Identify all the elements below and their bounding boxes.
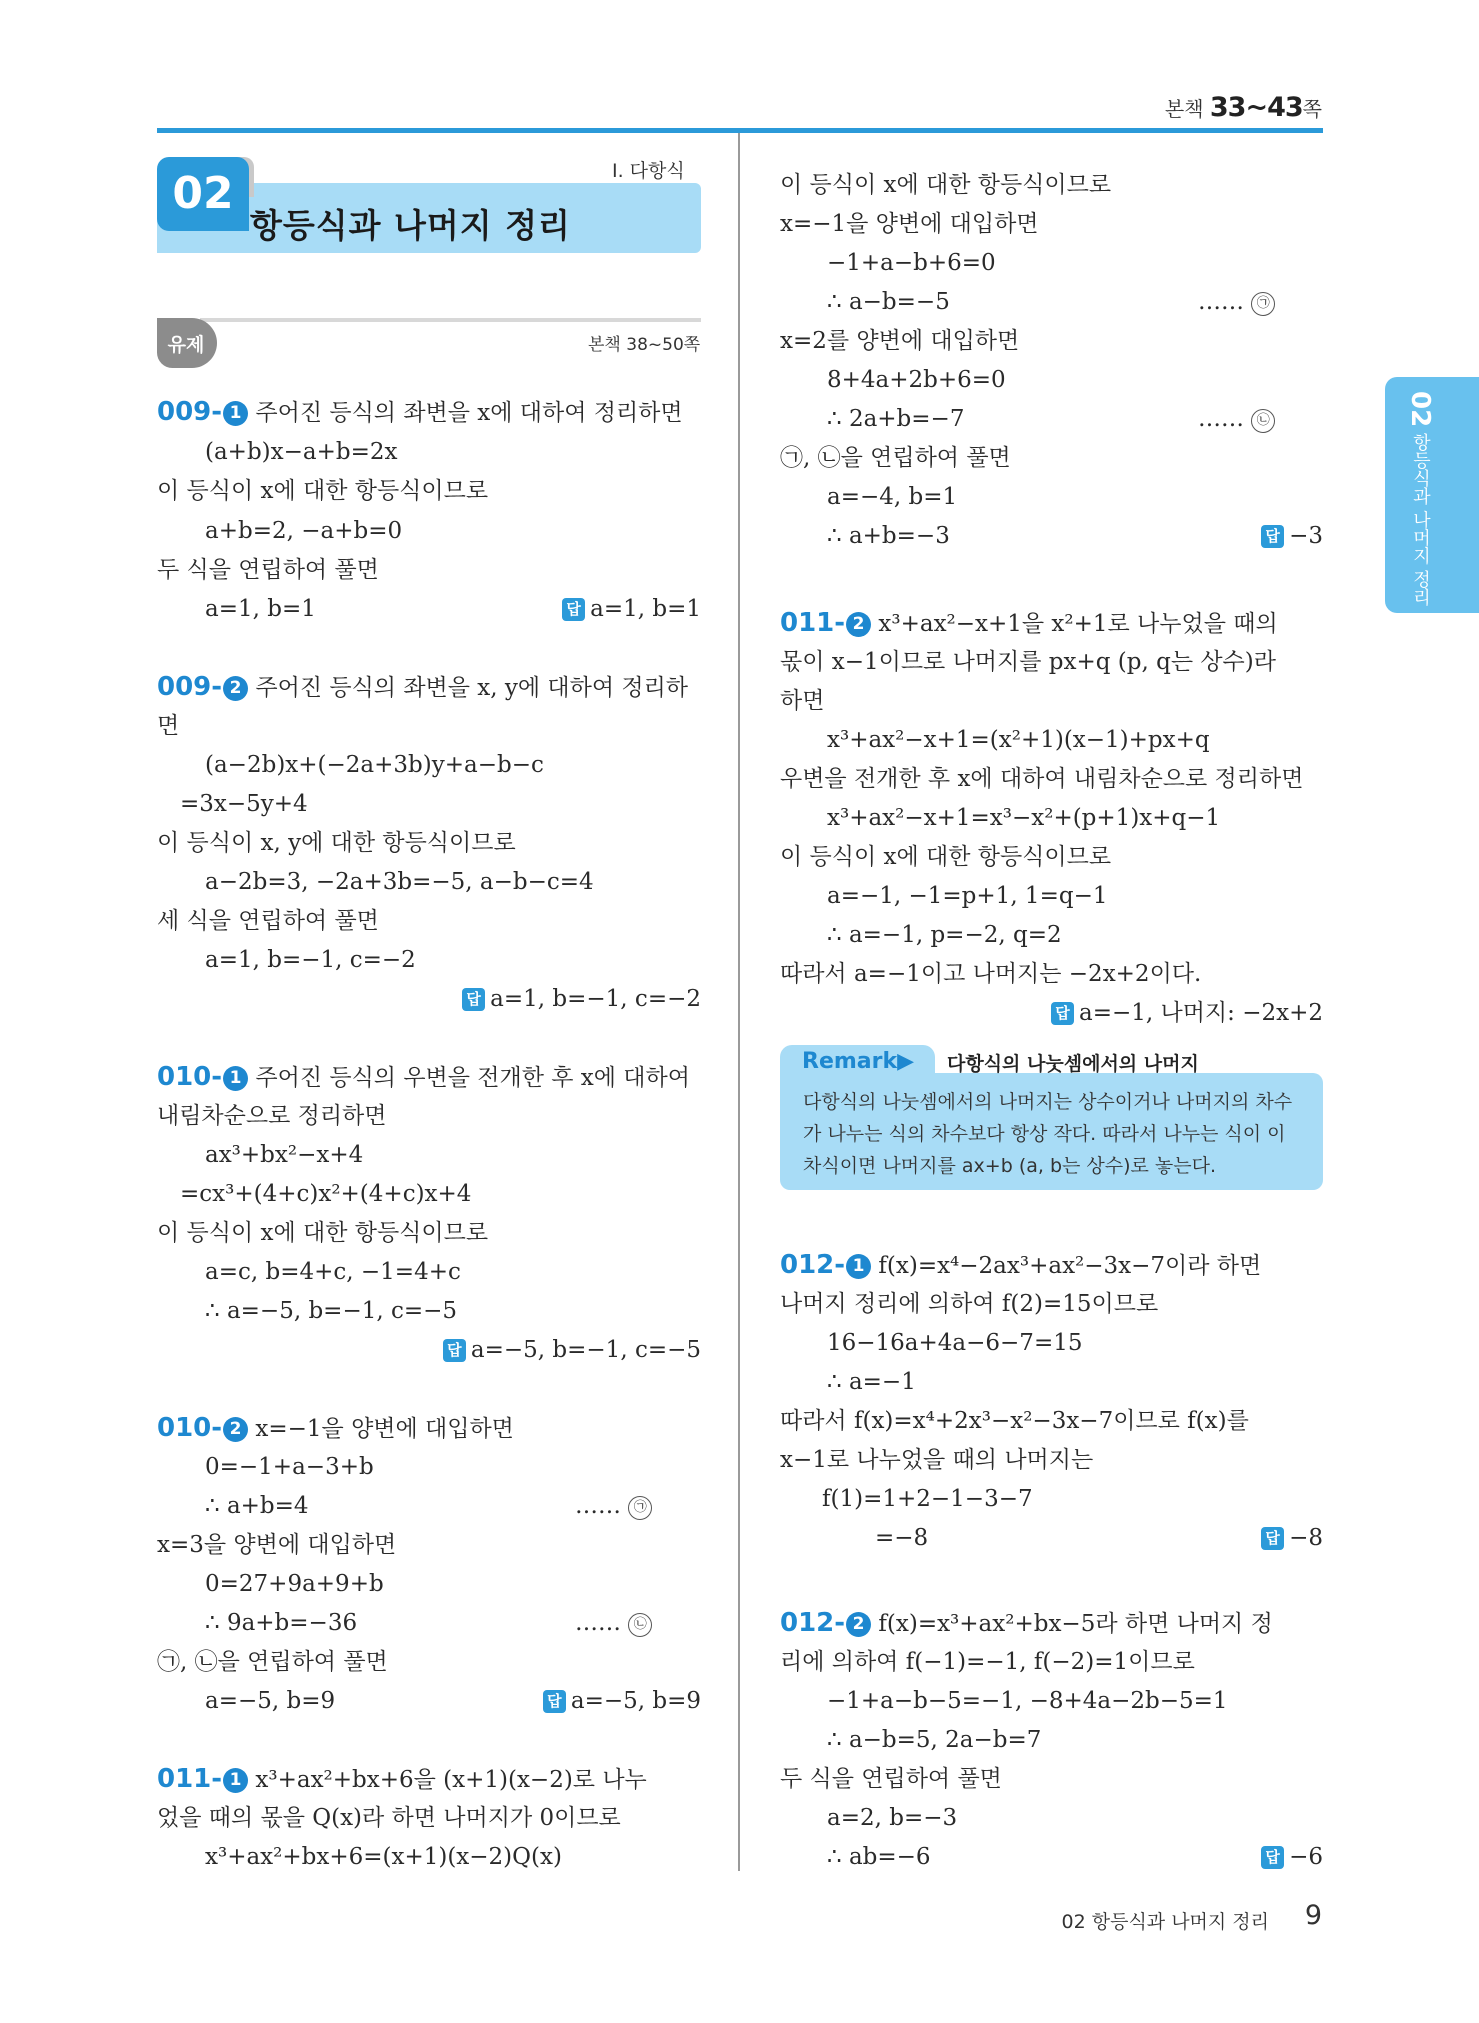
solution-line: 면: [157, 713, 180, 739]
problem-number: 010-: [157, 1062, 223, 1092]
answer: 답 a=1, b=1: [562, 594, 701, 624]
problem-011-2-intro: 011- 2 x³+ax²−x+1을 x²+1로 나누었을 때의: [780, 608, 1278, 638]
remark-line: 다항식의 나눗셈에서의 나머지는 상수이거나 나머지의 차수: [803, 1091, 1293, 1113]
solution-line: 었을 때의 몫을 Q(x)라 하면 나머지가 0이므로: [157, 1805, 621, 1831]
chapter-number: 02: [172, 168, 234, 219]
solution-line: −1+a−b−5=−1, −8+4a−2b−5=1: [827, 1688, 1228, 1714]
circled-giyeok: ㉠: [1251, 292, 1275, 316]
footer-chapter-title: 02 항등식과 나머지 정리: [1061, 1911, 1269, 1933]
solution-line: 내림차순으로 정리하면: [157, 1103, 387, 1129]
solution-line: =cx³+(4+c)x²+(4+c)x+4: [180, 1181, 472, 1207]
problem-012-1-intro: 012- 1 f(x)=x⁴−2ax³+ax²−3x−7이라 하면: [780, 1250, 1262, 1280]
solution-line: (a−2b)x+(−2a+3b)y+a−b−c: [205, 752, 544, 778]
solution-line: x=−1을 양변에 대입하면: [780, 211, 1039, 237]
solution-line: ∴ a−b=−5: [827, 289, 950, 315]
solution-line: ∴ 2a+b=−7: [827, 406, 965, 432]
solution-line: a=−4, b=1: [827, 484, 958, 510]
solution-line: 0=27+9a+9+b: [205, 1571, 384, 1597]
answer-icon: 답: [462, 988, 485, 1011]
problem-010-1-intro: 010- 1 주어진 등식의 우변을 전개한 후 x에 대하여: [157, 1062, 690, 1092]
solution-line: 따라서 a=−1이고 나머지는 −2x+2이다.: [780, 961, 1202, 987]
solution-line: 따라서 f(x)=x⁴+2x³−x²−3x−7이므로 f(x)를: [780, 1408, 1249, 1434]
section-page-ref: 본책 38~50쪽: [588, 335, 701, 355]
solution-line: a=−1, −1=p+1, 1=q−1: [827, 883, 1108, 909]
solution-line: ∴ a=−1, p=−2, q=2: [827, 922, 1062, 948]
solution-line: 이 등식이 x에 대한 항등식이므로: [157, 1220, 489, 1246]
problem-number: 010-: [157, 1413, 223, 1443]
circle-number: 2: [223, 676, 248, 701]
solution-line: x=3을 양변에 대입하면: [157, 1532, 397, 1558]
circled-nieun: ㉡: [1251, 409, 1275, 433]
solution-line: =−8: [875, 1525, 929, 1551]
column-divider: [738, 133, 740, 1871]
solution-line: a=c, b=4+c, −1=4+c: [205, 1259, 461, 1285]
equation-marker: …… ㉠: [1198, 287, 1275, 317]
solution-line: ∴ a=−1: [827, 1369, 916, 1395]
answer: 답 a=1, b=−1, c=−2: [462, 984, 701, 1014]
solution-line: 세 식을 연립하여 풀면: [157, 908, 379, 934]
equation-marker: …… ㉡: [575, 1608, 652, 1638]
problem-012-2-intro: 012- 2 f(x)=x³+ax²+bx−5라 하면 나머지 정: [780, 1608, 1273, 1638]
solution-line: −1+a−b+6=0: [827, 250, 996, 276]
solution-line: 몫이 x−1이므로 나머지를 px+q (p, q는 상수)라: [780, 649, 1276, 675]
solution-line: ∴ 9a+b=−36: [205, 1610, 358, 1636]
solution-line: 우변을 전개한 후 x에 대하여 내림차순으로 정리하면: [780, 766, 1304, 792]
remark-line: 가 나누는 식의 차수보다 항상 작다. 따라서 나누는 식이 이: [803, 1123, 1286, 1145]
chapter-title: 항등식과 나머지 정리: [250, 206, 571, 245]
equation-marker: …… ㉡: [1198, 404, 1275, 434]
answer-icon: 답: [543, 1690, 566, 1713]
answer-icon: 답: [1261, 1846, 1284, 1869]
solution-line: ㉠, ㉡을 연립하여 풀면: [780, 445, 1011, 471]
problem-011-1-intro: 011- 1 x³+ax²+bx+6을 (x+1)(x−2)로 나누: [157, 1764, 647, 1794]
solution-line: 0=−1+a−3+b: [205, 1454, 374, 1480]
solution-line: f(1)=1+2−1−3−7: [822, 1486, 1033, 1512]
circle-number: 1: [846, 1254, 871, 1279]
solution-line: a=2, b=−3: [827, 1805, 958, 1831]
solution-line: a−2b=3, −2a+3b=−5, a−b−c=4: [205, 869, 594, 895]
solution-line: 두 식을 연립하여 풀면: [780, 1766, 1002, 1792]
solution-line: a=1, b=−1, c=−2: [205, 947, 416, 973]
circle-number: 2: [223, 1417, 248, 1442]
circled-nieun: ㉡: [628, 1613, 652, 1637]
answer: 답 a=−5, b=9: [543, 1686, 701, 1716]
solution-line: ∴ a+b=4: [205, 1493, 309, 1519]
solution-line: 이 등식이 x, y에 대한 항등식이므로: [157, 830, 516, 856]
solution-line: x−1로 나누었을 때의 나머지는: [780, 1447, 1094, 1473]
solution-line: 8+4a+2b+6=0: [827, 367, 1006, 393]
solution-line: x³+ax²+bx+6=(x+1)(x−2)Q(x): [205, 1844, 562, 1870]
solution-line: 이 등식이 x에 대한 항등식이므로: [780, 172, 1112, 198]
equation-marker: …… ㉠: [575, 1491, 652, 1521]
page-reference: 본책 33~43쪽: [1164, 92, 1322, 123]
solution-line: 이 등식이 x에 대한 항등식이므로: [780, 844, 1112, 870]
solution-line: ㉠, ㉡을 연립하여 풀면: [157, 1649, 388, 1675]
remark-line: 차식이면 나머지를 ax+b (a, b는 상수)로 놓는다.: [803, 1155, 1217, 1177]
problem-number: 009-: [157, 397, 223, 427]
problem-009-2-intro: 009- 2 주어진 등식의 좌변을 x, y에 대하여 정리하: [157, 672, 689, 702]
solution-line: 하면: [780, 688, 825, 714]
solution-line: a+b=2, −a+b=0: [205, 518, 403, 544]
solution-line: 이 등식이 x에 대한 항등식이므로: [157, 478, 489, 504]
answer: 답 a=−5, b=−1, c=−5: [443, 1335, 701, 1365]
solution-line: ∴ a=−5, b=−1, c=−5: [205, 1298, 458, 1324]
solution-line: x³+ax²−x+1=x³−x²+(p+1)x+q−1: [827, 805, 1221, 831]
circle-number: 2: [846, 612, 871, 637]
solution-line: 두 식을 연립하여 풀면: [157, 557, 379, 583]
page-number: 9: [1304, 1900, 1322, 1931]
remark-label: Remark▶: [802, 1049, 915, 1074]
solution-line: ∴ ab=−6: [827, 1844, 931, 1870]
problem-number: 011-: [780, 608, 846, 638]
solution-line: (a+b)x−a+b=2x: [205, 439, 398, 465]
solution-line: ax³+bx²−x+4: [205, 1142, 364, 1168]
solution-line: 16−16a+4a−6−7=15: [827, 1330, 1083, 1356]
solution-line: a=1, b=1: [205, 596, 316, 622]
circle-number: 1: [223, 1768, 248, 1793]
problem-009-1-intro: 009- 1 주어진 등식의 좌변을 x에 대하여 정리하면: [157, 397, 683, 427]
remark-title: 다항식의 나눗셈에서의 나머지: [947, 1053, 1199, 1075]
solution-line: a=−5, b=9: [205, 1688, 336, 1714]
section-label: 유제: [167, 334, 205, 356]
circle-number: 1: [223, 401, 248, 426]
side-tab-text: 02 항등식과 나머지 정리: [1405, 391, 1435, 607]
answer-icon: 답: [1261, 1527, 1284, 1550]
answer-icon: 답: [443, 1339, 466, 1362]
section-rule: [200, 318, 701, 322]
solution-line: x=2를 양변에 대입하면: [780, 328, 1020, 354]
unit-label: Ⅰ. 다항식: [612, 160, 685, 182]
problem-number: 009-: [157, 672, 223, 702]
solution-line: ∴ a+b=−3: [827, 523, 950, 549]
problem-number: 011-: [157, 1764, 223, 1794]
solution-line: 리에 의하여 f(−1)=−1, f(−2)=1이므로: [780, 1649, 1195, 1675]
header-rule: [157, 128, 1323, 133]
answer: 답 a=−1, 나머지: −2x+2: [1051, 998, 1323, 1028]
answer: 답 −6: [1261, 1842, 1323, 1872]
problem-number: 012-: [780, 1608, 846, 1638]
problem-010-2-intro: 010- 2 x=−1을 양변에 대입하면: [157, 1413, 514, 1443]
circle-number: 1: [223, 1066, 248, 1091]
answer-icon: 답: [1261, 525, 1284, 548]
solution-line: =3x−5y+4: [180, 791, 308, 817]
circle-number: 2: [846, 1612, 871, 1637]
solution-line: ∴ a−b=5, 2a−b=7: [827, 1727, 1042, 1753]
answer-icon: 답: [1051, 1002, 1074, 1025]
answer: 답 −3: [1261, 521, 1323, 551]
circled-giyeok: ㉠: [628, 1496, 652, 1520]
answer: 답 −8: [1261, 1523, 1323, 1553]
answer-icon: 답: [562, 598, 585, 621]
solution-line: 나머지 정리에 의하여 f(2)=15이므로: [780, 1291, 1159, 1317]
solution-line: x³+ax²−x+1=(x²+1)(x−1)+px+q: [827, 727, 1210, 753]
chapter-side-tab[interactable]: [1385, 377, 1479, 613]
problem-number: 012-: [780, 1250, 846, 1280]
